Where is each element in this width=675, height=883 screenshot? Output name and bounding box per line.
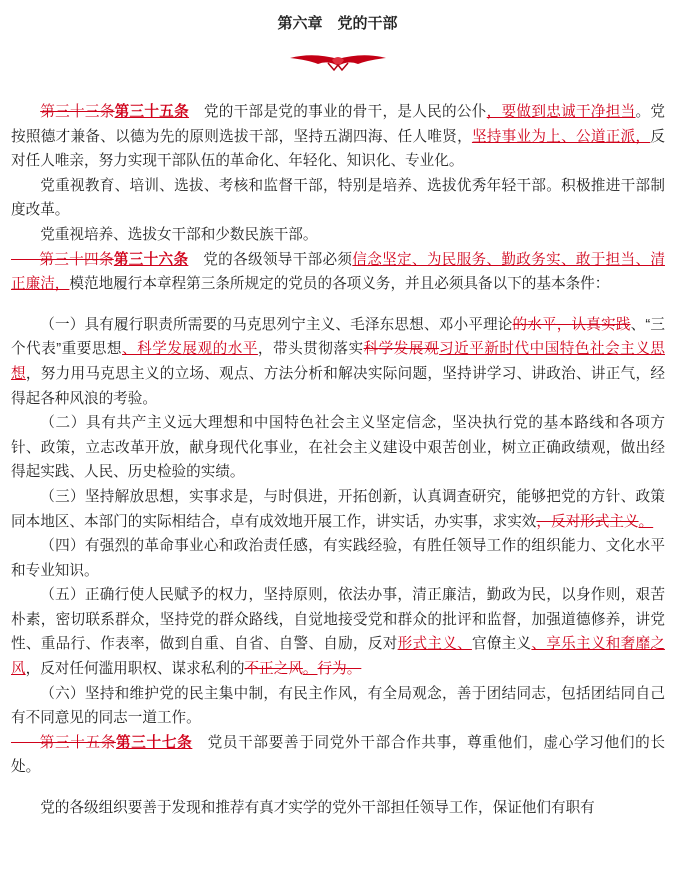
ribbon-ornament-icon	[288, 50, 388, 72]
inserted-article-number: 第三十五条	[114, 104, 190, 120]
spacer	[11, 297, 665, 313]
text: （三）坚持解放思想，实事求是，与时俱进，开拓创新，认真调查研究，能够把党的方针、政策同本地区、本部门的实际相结合，卓有成效地开展工作，讲实话，办实事，求实效	[11, 488, 665, 530]
document-body	[11, 100, 665, 821]
deleted-text: 的水平，认真实践	[512, 316, 631, 333]
deleted-article-number: 第三十五条	[39, 734, 117, 751]
condition-4: （四）有强烈的革命事业心和政治责任感，有实践经验，有胜任领导工作的组织能力、文化水平和专业知识。	[11, 538, 665, 579]
text: 、“三个代表”重要思想	[11, 316, 665, 358]
deleted-text: 科学发展观	[363, 341, 440, 358]
inserted-text: 、享乐主义和奢靡之风	[11, 636, 665, 678]
deleted-text: 行为。	[317, 661, 362, 678]
spacer	[11, 780, 665, 796]
text: （五）正确行使人民赋予的权力，坚持原则，依法办事，清正廉洁，勤政为民，以身作则，艰苦朴素，密切联系群众，坚持党的群众路线，自觉地接受党和群众的批评和监督，加强道德修养，讲党性、重品行、作表率，做到自重、自省、自警、自励，反对	[11, 587, 665, 653]
inserted-text: 、科学发展观的水平	[122, 341, 258, 358]
paragraph-non-party-cadres: 党的各级组织要善于发现和推荐有真才实学的党外干部担任领导工作，保证他们有职有	[40, 800, 595, 817]
deleted-text: 不正之风	[244, 661, 303, 678]
deletion-bar	[11, 742, 39, 743]
text: 党员干部要善于同党外干部合作共事，尊重他们，虚心学习他们的长处。	[11, 734, 665, 776]
paragraph-women-minority: 党重视培养、选拔女干部和少数民族干部。	[40, 226, 318, 243]
inserted-text: ，要做到忠诚干净担当	[486, 104, 636, 120]
deleted-article-number: 第三十三条	[40, 104, 115, 120]
inserted-text: 习近平新时代中国特色社会主义思想	[11, 341, 665, 382]
paragraph-education: 党重视教育、培训、选拔、考核和监督干部，特别是培养、选拔优秀年轻干部。积极推进干部制度改革。	[11, 177, 665, 219]
deleted-article-number: 第三十四条	[39, 251, 114, 268]
text: ，努力用马克思主义的立场、观点、方法分析和解决实际问题，坚持讲学习、讲政治、讲正气，经得起各种风浪的考验。	[11, 365, 665, 407]
inserted-article-number: 第三十七条	[116, 734, 193, 751]
deleted-text: ，反对形式主义	[536, 513, 639, 530]
condition-3	[11, 485, 665, 534]
article-36	[11, 248, 665, 297]
text: ，反对任何滥用职权、谋求私利的	[25, 661, 245, 678]
text: 官僚主义	[471, 636, 532, 653]
inserted-article-number: 第三十六条	[113, 251, 189, 268]
text: （一）具有履行职责所需要的马克思列宁主义、毛泽东思想、邓小平理论	[40, 316, 513, 333]
condition-6: （六）坚持和维护党的民主集中制，有民主作风，有全局观念，善于团结同志，包括团结同自己有不同意见的同志一道工作。	[11, 685, 665, 727]
inserted-text: 形式主义、	[397, 636, 472, 653]
inserted-text: 坚持事业为上、公道正派，	[471, 128, 651, 145]
text: ，带头贯彻落实	[257, 341, 364, 358]
text: 党的干部是党的事业的骨干，是人民的公仆	[189, 104, 487, 120]
condition-5	[11, 583, 665, 681]
inserted-text: 。	[302, 661, 318, 678]
deletion-bar	[11, 259, 39, 260]
inserted-text: 。	[638, 513, 654, 530]
article-37	[11, 731, 665, 780]
text: 党的各级领导干部必须	[188, 251, 353, 268]
text: 。党按照德才兼备、以德为先的原则选拔干部，坚持五湖四海、任人唯贤，	[11, 104, 665, 145]
condition-1	[11, 313, 665, 411]
condition-2: （二）具有共产主义远大理想和中国特色社会主义坚定信念，坚决执行党的基本路线和各项方针、政策，立志改革开放，献身现代化事业，在社会主义建设中艰苦创业，树立正确政绩观，做出经得起实践、人民、历史检验的实绩。	[11, 415, 665, 481]
text: 模范地履行本章程第三条所规定的党员的各项义务，并且必须具备以下的基本条件：	[69, 276, 610, 293]
article-35	[11, 100, 665, 174]
chapter-title: 第六章 党的干部	[277, 16, 398, 32]
text: 反对任人唯亲，努力实现干部队伍的革命化、年轻化、知识化、专业化。	[11, 128, 665, 170]
inserted-text: 信念坚定、为民服务、勤政务实、敢于担当、清正廉洁，	[11, 251, 665, 293]
